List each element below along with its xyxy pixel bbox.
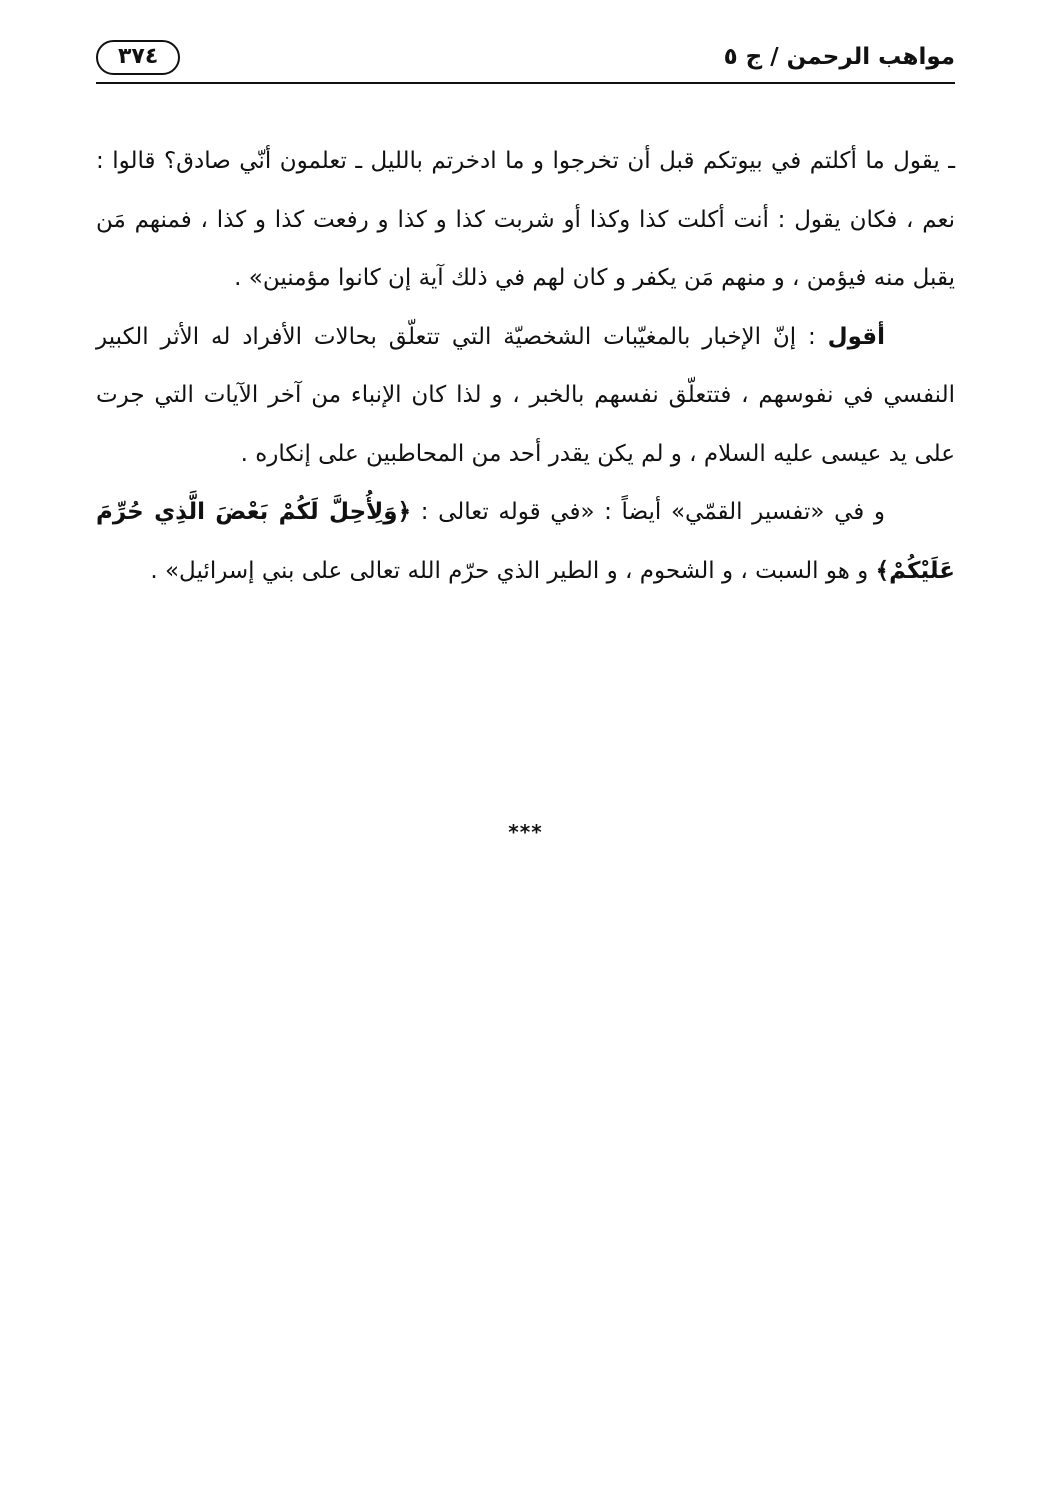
paragraph-3-intro: و في «تفسير القمّي» أيضاً : «في قوله تعالى :: [411, 499, 885, 525]
page-number: ٣٧٤: [96, 40, 180, 75]
running-title: مواهب الرحمن / ج ٥: [723, 44, 955, 70]
paragraph-2-text: : إنّ الإخبار بالمغيّبات الشخصيّة التي تتعلّق بحالات الأفراد له الأثر الكبير النفسي في نفوسهم ، فتتعلّق نفسهم بالخبر ، و لذا كان الإنباء من آخر الآيات التي جرت على يد عيسى عليه السلام ، و لم يكن يقدر أحد من المحاطبين على إنكاره .: [96, 323, 955, 467]
paragraph-1: ـ يقول ما أكلتم في بيوتكم قبل أن تخرجوا و ما ادخرتم بالليل ـ تعلمون أنّي صادق؟ قالوا : نعم ، فكان يقول : أنت أكلت كذا وكذا أو شربت كذا و كذا و رفعت كذا و كذا ، فمنهم مَن يقبل منه فيؤمن ، و منهم مَن يكفر و كان لهم في ذلك آية إن كانوا مؤمنين» .: [96, 148, 955, 291]
quran-quote: ﴿وَلِأُحِلَّ لَكُمْ بَعْضَ الَّذِي حُرِّمَ عَلَيْكُمْ﴾: [96, 499, 955, 584]
paragraph-3: [96, 483, 955, 600]
paragraph-2-label: أقول: [827, 323, 885, 350]
paragraph-2: [96, 308, 955, 484]
body-text: [96, 132, 955, 600]
paragraph-3-rest: و هو السبت ، و الشحوم ، و الطير الذي حرّم الله تعالى على بني إسرائيل» .: [150, 557, 876, 584]
section-separator: ***: [508, 820, 543, 844]
page-header: [96, 38, 955, 84]
header-rule: [96, 82, 955, 84]
